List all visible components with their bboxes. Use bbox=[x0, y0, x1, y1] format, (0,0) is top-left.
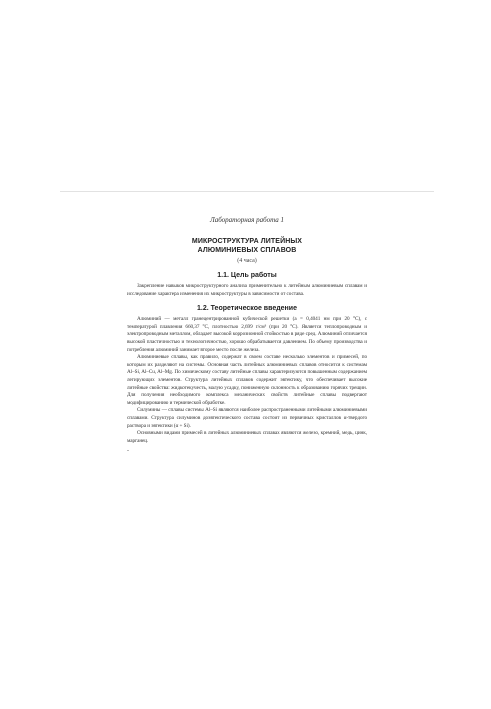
page-content bbox=[127, 206, 367, 455]
section-2-paragraph-3: Силумины — сплавы системы Al–Si являются наиболее распространенными литейными алюминиевыми сплавами. Структура силуминов доэвтектического состава состоит из первичных кристаллов α-твердого раствора и эвтектики (α + Si). bbox=[127, 407, 367, 429]
section-2-paragraph-2: Алюминиевые сплавы, как правило, содержат в своем составе несколько элементов и примесей, по которым их разделяют на системы. Основная часть литейных алюминиевых сплавов относится к системам Al–Si, Al–Cu, Al–Mg. По химическому составу литейные сплавы характеризуются повышенным содержанием легирующих элементов. Структура литейных сплавов содержит эвтектику, что обеспечивает высокие литейные свойства: жидкотекучесть, малую усадку, пониженную склонность к образованию горячих трещин. Для получения необходимого комплекса механических свойств литейные сплавы подвергают модифицированию и термической обработке. bbox=[127, 354, 367, 406]
page-top-rule bbox=[60, 191, 434, 192]
section-1-text: Закрепление навыков микроструктурного анализа применительно к литейным алюминиевым сплавам и исследование характера изменения их микроструктуры в зависимости от состава. bbox=[127, 283, 367, 297]
footer-mark: - bbox=[127, 448, 129, 455]
hours-label: (4 часа) bbox=[237, 258, 257, 264]
document-title-line-1: МИКРОСТРУКТУРА ЛИТЕЙНЫХ bbox=[191, 238, 303, 245]
section-2-heading: 1.2. Теоретическое введение bbox=[197, 305, 297, 313]
lab-work-header: Лабораторная работа 1 bbox=[209, 216, 285, 224]
section-2-paragraph-4: Основными видами примесей в литейных алюминиевых сплавах являются железо, кремний, медь, цинк, марганец. bbox=[127, 430, 367, 444]
section-2-paragraph-1: Алюминий — металл гранецентрированной кубической решетки (a = 0,4041 нм при 20 °С), с температурой плавления 660,37 °С, плотностью 2,699 г/см³ (при 20 °С). Является теплопроводным и электропроводным металлом, обладает высокой коррозионной стойкостью в ряде сред. Алюминий отличается высокой пластичностью и технологичностью, хорошо обрабатывается давлением. По объему производства и потребления алюминий занимает второе место после железа. bbox=[127, 316, 367, 353]
document-title-line-2: АЛЮМИНИЕВЫХ СПЛАВОВ bbox=[197, 247, 297, 254]
section-1-heading: 1.1. Цель работы bbox=[217, 272, 277, 279]
